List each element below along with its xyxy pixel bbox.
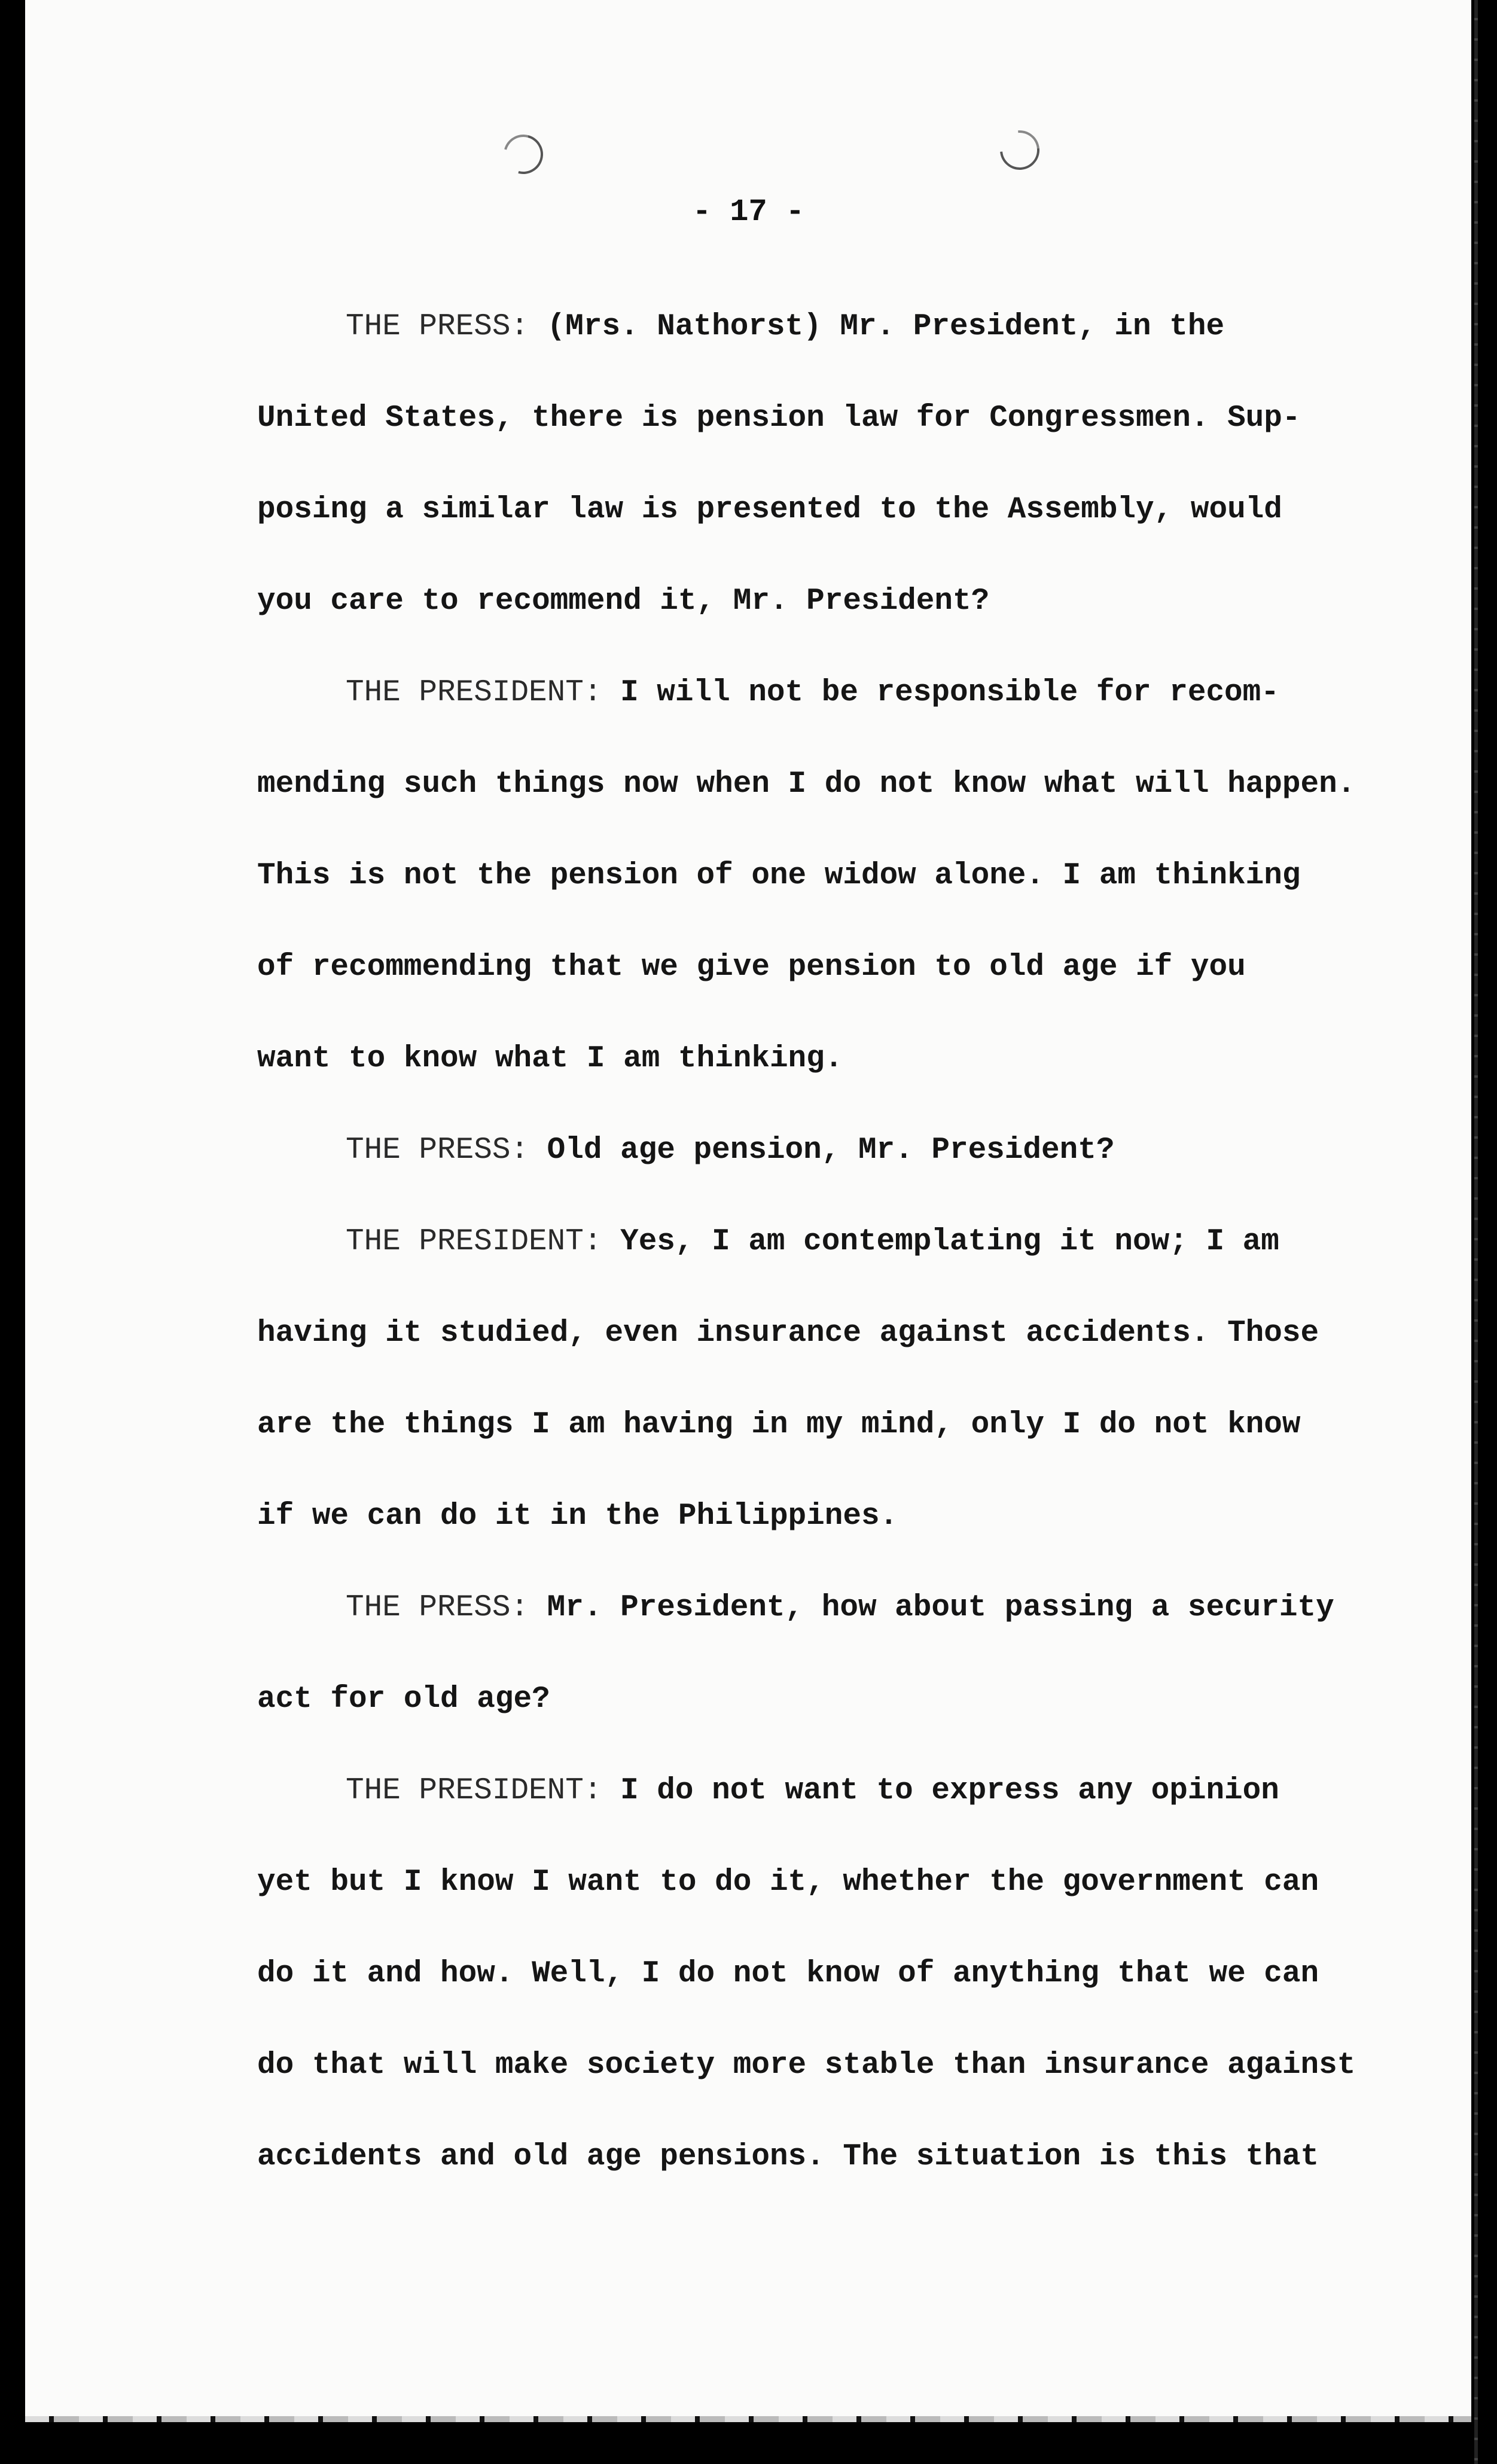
transcript-line <box>257 1562 1394 1654</box>
transcript-line <box>257 1013 1394 1105</box>
transcript-line <box>257 1471 1394 1562</box>
line-text: This is not the pension of one widow alone. I am thinking <box>257 859 1301 893</box>
page-bottom-edge <box>25 2416 1471 2422</box>
transcript-line <box>257 647 1394 739</box>
line-text: do it and how. Well, I do not know of anything that we can <box>257 1957 1319 1991</box>
line-text: yet but I know I want to do it, whether the government can <box>257 1865 1319 1899</box>
binder-hole-left <box>496 127 550 181</box>
transcript-body <box>257 281 1394 2203</box>
line-text: having it studied, even insurance against accidents. Those <box>257 1316 1319 1350</box>
line-text: Yes, I am contemplating it now; I am <box>602 1225 1279 1259</box>
speaker-label: THE PRESIDENT: <box>346 676 602 710</box>
transcript-line <box>257 1654 1394 1745</box>
line-text: of recommending that we give pension to old age if you <box>257 950 1246 984</box>
line-text: you care to recommend it, Mr. President? <box>257 584 990 618</box>
film-edge-strip <box>1474 0 1478 2464</box>
line-text: mending such things now when I do not know what will happen. <box>257 767 1356 801</box>
line-text: (Mrs. Nathorst) Mr. President, in the <box>529 310 1225 344</box>
transcript-line <box>257 1196 1394 1288</box>
line-text: are the things I am having in my mind, only I do not know <box>257 1408 1301 1442</box>
binder-hole-right <box>992 123 1048 178</box>
transcript-line <box>257 2020 1394 2111</box>
line-text: Mr. President, how about passing a security <box>529 1591 1334 1625</box>
line-text: I will not be responsible for recom- <box>602 676 1279 710</box>
line-text: posing a similar law is presented to the Assembly, would <box>257 493 1282 527</box>
transcript-line <box>257 556 1394 647</box>
speaker-label: THE PRESIDENT: <box>346 1774 602 1808</box>
transcript-line <box>257 464 1394 556</box>
line-text: accidents and old age pensions. The situation is this that <box>257 2140 1319 2174</box>
transcript-line <box>257 1928 1394 2020</box>
transcript-line <box>257 373 1394 464</box>
line-text: if we can do it in the Philippines. <box>257 1499 898 1533</box>
speaker-label: THE PRESIDENT: <box>346 1225 602 1259</box>
line-text: want to know what I am thinking. <box>257 1042 843 1076</box>
speaker-label: THE PRESS: <box>346 310 529 344</box>
page-number: - 17 - <box>692 194 805 230</box>
transcript-line <box>257 739 1394 830</box>
transcript-line <box>257 281 1394 373</box>
transcript-line <box>257 922 1394 1013</box>
transcript-line <box>257 830 1394 922</box>
transcript-line <box>257 1837 1394 1928</box>
line-text: do that will make society more stable than insurance against <box>257 2048 1356 2082</box>
line-text: act for old age? <box>257 1682 550 1716</box>
speaker-label: THE PRESS: <box>346 1591 529 1625</box>
transcript-line <box>257 1288 1394 1379</box>
speaker-label: THE PRESS: <box>346 1133 529 1167</box>
transcript-line <box>257 2111 1394 2203</box>
line-text: United States, there is pension law for Congressmen. Sup- <box>257 401 1301 435</box>
transcript-line <box>257 1745 1394 1837</box>
line-text: Old age pension, Mr. President? <box>529 1133 1115 1167</box>
transcript-line <box>257 1105 1394 1196</box>
line-text: I do not want to express any opinion <box>602 1774 1279 1808</box>
transcript-line <box>257 1379 1394 1471</box>
